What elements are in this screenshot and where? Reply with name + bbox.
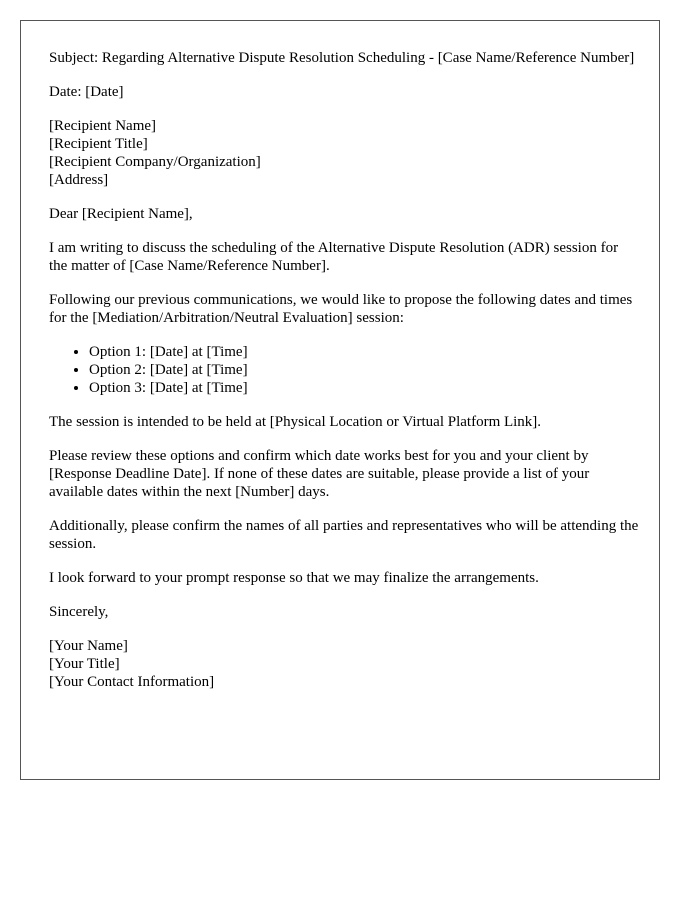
letter-page bbox=[20, 20, 660, 780]
closing: Sincerely, bbox=[49, 604, 109, 620]
sender-title: [Your Title] bbox=[49, 656, 120, 672]
sender-name: [Your Name] bbox=[49, 638, 128, 654]
salutation: Dear [Recipient Name], bbox=[49, 206, 193, 222]
paragraph-closing-remark: I look forward to your prompt response so that we may finalize the arrangements. bbox=[49, 570, 539, 586]
paragraph-intro: I am writing to discuss the scheduling of the Alternative Dispute Resolution (ADR) session for the matter of [Case Name/Reference Number]. bbox=[49, 240, 619, 274]
option-item: • Option 2: [Date] at [Time] bbox=[89, 361, 639, 379]
recipient-name: [Recipient Name] bbox=[49, 118, 157, 134]
recipient-company: [Recipient Company/Organization] bbox=[49, 154, 261, 170]
recipient-title: [Recipient Title] bbox=[49, 136, 148, 152]
sender-block bbox=[49, 637, 639, 691]
option-item: • Option 3: [Date] at [Time] bbox=[89, 379, 639, 397]
paragraph-location: The session is intended to be held at [Physical Location or Virtual Platform Link]. bbox=[49, 414, 542, 430]
paragraph-proposal: Following our previous communications, we would like to propose the following dates and times for the [Mediation/Arbitration/Neutral Evaluation] session: bbox=[49, 292, 633, 326]
sender-contact: [Your Contact Information] bbox=[49, 674, 215, 690]
paragraph-confirm-parties: Additionally, please confirm the names of all parties and representatives who will be attending the session. bbox=[49, 518, 639, 552]
letter-body bbox=[49, 49, 639, 707]
paragraph-confirm-date: Please review these options and confirm which date works best for you and your client by [Response Deadline Date]. If none of these dates are suitable, please provide a list of your available dates within the next [Number] days. bbox=[49, 448, 590, 500]
recipient-block bbox=[49, 117, 639, 189]
options-list bbox=[49, 343, 639, 397]
recipient-address: [Address] bbox=[49, 172, 109, 188]
subject-line: Subject: Regarding Alternative Dispute Resolution Scheduling - [Case Name/Reference Number] bbox=[49, 50, 635, 66]
date-line: Date: [Date] bbox=[49, 84, 124, 100]
option-item: • Option 1: [Date] at [Time] bbox=[89, 343, 639, 361]
